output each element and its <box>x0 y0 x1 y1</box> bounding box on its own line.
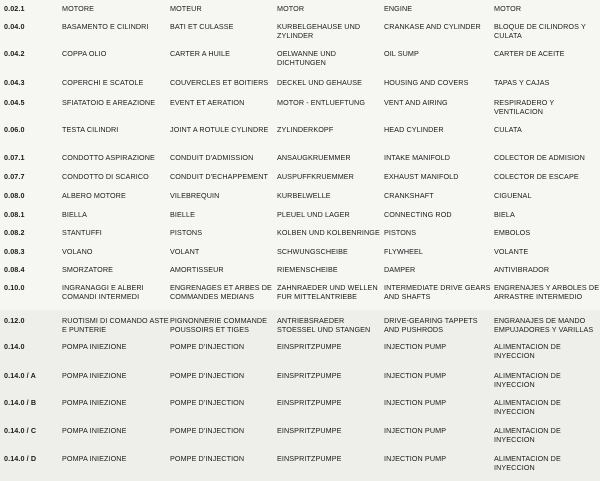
part-name-it: POMPA INIEZIONE <box>62 398 127 407</box>
part-code: 0.14.0 / D <box>4 454 37 463</box>
part-name-en: CRANKASE AND CYLINDER <box>384 22 481 31</box>
part-name-it: TESTA CILINDRI <box>62 125 119 134</box>
table-row <box>0 316 600 342</box>
part-name-en: OIL SUMP <box>384 49 419 58</box>
part-name-fr: JOINT A ROTULE CYLINDRE <box>170 125 269 134</box>
part-name-de: EINSPRITZPUMPE <box>277 454 342 463</box>
part-name-it: MOTORE <box>62 4 95 13</box>
part-name-fr: POMPE D'INJECTION <box>170 342 245 351</box>
part-name-de: MOTOR <box>277 4 305 13</box>
part-name-it: BIELLA <box>62 210 87 219</box>
table-row <box>0 98 600 125</box>
part-name-es: ALIMENTACION DE INYECCION <box>494 371 561 389</box>
parts-translation-table <box>0 4 600 481</box>
part-name-en: INJECTION PUMP <box>384 426 447 435</box>
part-name-de: OELWANNE UND DICHTUNGEN <box>277 49 337 67</box>
part-name-it: COPPA OLIO <box>62 49 107 58</box>
part-name-de: MOTOR - ENTLUEFTUNG <box>277 98 366 107</box>
part-name-en: HOUSING AND COVERS <box>384 78 469 87</box>
part-name-es: ENGRENAJES Y ARBOLES DE ARRASTRE INTERMEDIO <box>494 283 600 301</box>
table-row <box>0 283 600 316</box>
part-name-es: RESPIRADERO Y VENTILACION <box>494 98 555 116</box>
part-name-de: ZAHNRAEDER UND WELLEN FUR MITTELANTRIEBE <box>277 283 378 301</box>
part-name-fr: ENGRENAGES ET ARBES DE COMMANDES MEDIANS <box>170 283 272 301</box>
part-name-de: EINSPRITZPUMPE <box>277 426 342 435</box>
part-name-fr: CONDUIT D'ADMISSION <box>170 153 254 162</box>
part-code: 0.08.1 <box>4 210 25 219</box>
part-name-es: BLOQUE DE CILINDROS Y CULATA <box>494 22 586 40</box>
part-name-en: INJECTION PUMP <box>384 371 447 380</box>
table-row <box>0 210 600 228</box>
part-name-es: COLECTOR DE ESCAPE <box>494 172 579 181</box>
part-name-es: ALIMENTACION DE INYECCION <box>494 398 561 416</box>
part-code: 0.04.5 <box>4 98 25 107</box>
part-code: 0.14.0 / B <box>4 398 37 407</box>
table-row <box>0 228 600 247</box>
part-name-es: MOTOR <box>494 4 522 13</box>
part-name-fr: VILEBREQUIN <box>170 191 220 200</box>
part-name-de: KURBELGEHAUSE UND ZYLINDER <box>277 22 361 40</box>
part-name-fr: CONDUIT D'ECHAPPEMENT <box>170 172 268 181</box>
part-name-fr: MOTEUR <box>170 4 202 13</box>
table-row <box>0 78 600 98</box>
part-name-es: ALIMENTACION DE INYECCION <box>494 454 561 472</box>
part-name-fr: AMORTISSEUR <box>170 265 224 274</box>
part-name-es: ENGRANAJES DE MANDO EMPUJADORES Y VARILLAS <box>494 316 594 334</box>
part-name-it: BASAMENTO E CILINDRI <box>62 22 149 31</box>
table-row <box>0 398 600 426</box>
part-name-en: DRIVE-GEARING TAPPETS AND PUSHRODS <box>384 316 478 334</box>
part-name-it: POMPA INIEZIONE <box>62 426 127 435</box>
part-name-en: PISTONS <box>384 228 417 237</box>
part-name-en: DAMPER <box>384 265 416 274</box>
part-name-fr: PIGNONNERIE COMMANDE POUSSOIRS ET TIGES <box>170 316 268 334</box>
part-code: 0.07.7 <box>4 172 25 181</box>
part-code: 0.14.0 <box>4 342 25 351</box>
part-name-es: COLECTOR DE ADMISION <box>494 153 585 162</box>
table-row <box>0 172 600 191</box>
part-name-de: RIEMENSCHEIBE <box>277 265 338 274</box>
part-code: 0.04.0 <box>4 22 25 31</box>
part-name-es: BIELA <box>494 210 515 219</box>
part-name-fr: CARTER A HUILE <box>170 49 230 58</box>
table-row <box>0 265 600 283</box>
part-name-es: VOLANTE <box>494 247 529 256</box>
part-code: 0.02.1 <box>4 4 25 13</box>
part-name-fr: POMPE D'INJECTION <box>170 454 245 463</box>
part-name-it: VOLANO <box>62 247 93 256</box>
table-row <box>0 153 600 172</box>
part-name-de: EINSPRITZPUMPE <box>277 398 342 407</box>
part-name-it: COPERCHI E SCATOLE <box>62 78 144 87</box>
part-code: 0.08.0 <box>4 191 25 200</box>
table-row <box>0 454 600 481</box>
part-name-fr: BIELLE <box>170 210 195 219</box>
part-name-de: DECKEL UND GEHAUSE <box>277 78 363 87</box>
part-code: 0.10.0 <box>4 283 25 292</box>
part-code: 0.07.1 <box>4 153 25 162</box>
part-name-en: INTAKE MANIFOLD <box>384 153 451 162</box>
table-row <box>0 371 600 398</box>
part-name-es: CARTER DE ACEITE <box>494 49 565 58</box>
part-name-it: CONDOTTO ASPIRAZIONE <box>62 153 155 162</box>
part-name-de: ANTRIEBSRAEDER STOESSEL UND STANGEN <box>277 316 371 334</box>
table-row <box>0 191 600 210</box>
part-code: 0.04.3 <box>4 78 25 87</box>
part-name-it: POMPA INIEZIONE <box>62 454 127 463</box>
part-name-de: AUSPUFFKRUEMMER <box>277 172 354 181</box>
table-row <box>0 4 600 22</box>
part-name-de: KURBELWELLE <box>277 191 331 200</box>
part-name-it: SFIATATOIO E AREAZIONE <box>62 98 156 107</box>
part-name-fr: COUVERCLES ET BOITIERS <box>170 78 269 87</box>
part-name-de: ZYLINDERKOPF <box>277 125 334 134</box>
part-name-en: VENT AND AIRING <box>384 98 448 107</box>
part-name-en: HEAD CYLINDER <box>384 125 444 134</box>
part-name-es: EMBOLOS <box>494 228 531 237</box>
part-name-it: POMPA INIEZIONE <box>62 342 127 351</box>
part-code: 0.08.4 <box>4 265 25 274</box>
part-name-es: TAPAS Y CAJAS <box>494 78 550 87</box>
part-name-fr: EVENT ET AERATION <box>170 98 245 107</box>
part-name-it: STANTUFFI <box>62 228 102 237</box>
parts-table-body <box>0 4 600 481</box>
part-name-en: INJECTION PUMP <box>384 454 447 463</box>
part-code: 0.06.0 <box>4 125 25 134</box>
part-name-es: ANTIVIBRADOR <box>494 265 550 274</box>
part-name-en: CRANKSHAFT <box>384 191 434 200</box>
part-code: 0.08.3 <box>4 247 25 256</box>
part-name-fr: POMPE D'INJECTION <box>170 426 245 435</box>
part-name-de: SCHWUNGSCHEIBE <box>277 247 348 256</box>
part-code: 0.12.0 <box>4 316 25 325</box>
part-name-es: CULATA <box>494 125 522 134</box>
part-name-it: SMORZATORE <box>62 265 114 274</box>
part-name-de: KOLBEN UND KOLBENRINGE <box>277 228 380 237</box>
table-row <box>0 125 600 153</box>
part-name-fr: VOLANT <box>170 247 200 256</box>
table-row <box>0 342 600 371</box>
part-name-en: INJECTION PUMP <box>384 398 447 407</box>
part-name-it: POMPA INIEZIONE <box>62 371 127 380</box>
part-name-fr: BATI ET CULASSE <box>170 22 234 31</box>
part-name-it: INGRANAGGI E ALBERI COMANDI INTERMEDI <box>62 283 144 301</box>
part-name-en: EXHAUST MANIFOLD <box>384 172 459 181</box>
part-name-en: FLYWHEEL <box>384 247 424 256</box>
table-row <box>0 22 600 49</box>
part-name-fr: POMPE D'INJECTION <box>170 398 245 407</box>
part-name-it: CONDOTTO DI SCARICO <box>62 172 149 181</box>
part-name-es: ALIMENTACION DE INYECCION <box>494 426 561 444</box>
table-row <box>0 49 600 78</box>
part-name-de: ANSAUGKRUEMMER <box>277 153 351 162</box>
part-code: 0.08.2 <box>4 228 25 237</box>
part-name-de: PLEUEL UND LAGER <box>277 210 350 219</box>
part-name-en: CONNECTING ROD <box>384 210 452 219</box>
part-name-en: ENGINE <box>384 4 413 13</box>
part-name-es: CIGUENAL <box>494 191 532 200</box>
part-name-de: EINSPRITZPUMPE <box>277 342 342 351</box>
table-row <box>0 247 600 265</box>
part-name-it: ALBERO MOTORE <box>62 191 126 200</box>
table-row <box>0 426 600 454</box>
part-name-en: INTERMEDIATE DRIVE GEARS AND SHAFTS <box>384 283 491 301</box>
part-code: 0.04.2 <box>4 49 25 58</box>
part-name-en: INJECTION PUMP <box>384 342 447 351</box>
part-code: 0.14.0 / C <box>4 426 37 435</box>
part-name-it: RUOTISMI DI COMANDO ASTE E PUNTERIE <box>62 316 169 334</box>
part-name-fr: POMPE D'INJECTION <box>170 371 245 380</box>
part-name-fr: PISTONS <box>170 228 203 237</box>
part-name-de: EINSPRITZPUMPE <box>277 371 342 380</box>
part-code: 0.14.0 / A <box>4 371 36 380</box>
part-name-es: ALIMENTACION DE INYECCION <box>494 342 561 360</box>
